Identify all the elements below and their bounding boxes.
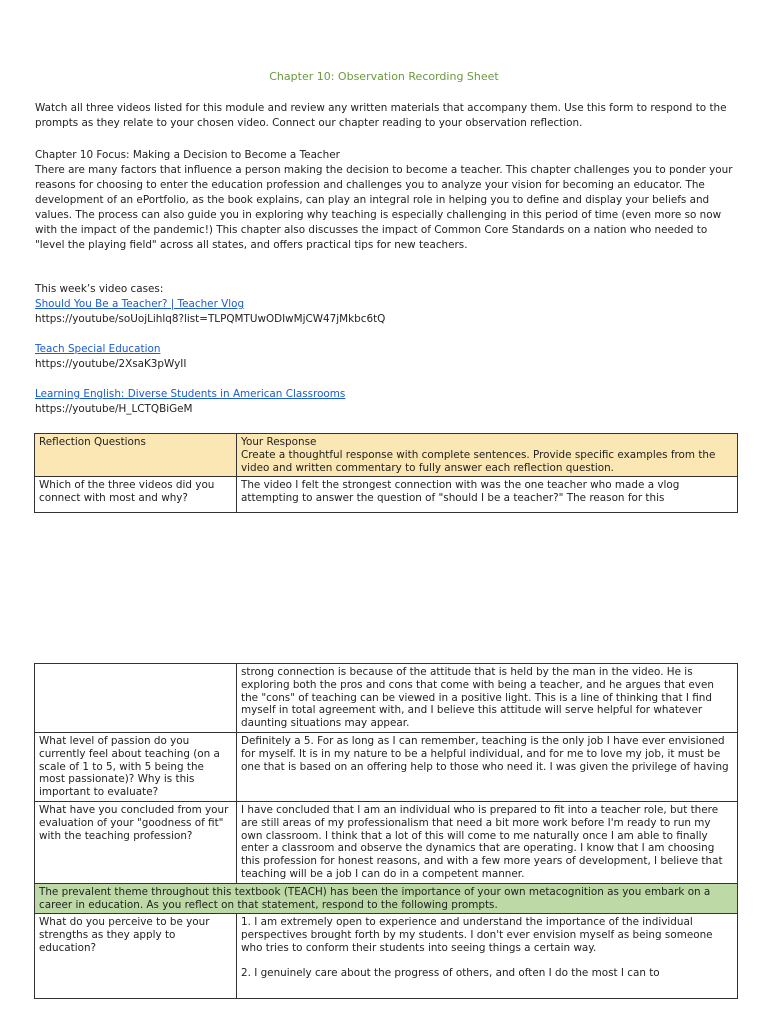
answer-cell[interactable] <box>237 477 738 513</box>
video-link-2[interactable]: Teach Special Education <box>35 343 161 355</box>
video-url-1: https://youtube/soUojLihlq8?list=TLPQMTUwODIwMjCW47jMkbc6tQ <box>35 313 386 325</box>
question-cell: What do you perceive to be your strengths as they apply to education? <box>35 914 237 999</box>
reflection-table-continued <box>34 663 738 999</box>
question-cell-empty <box>35 664 237 733</box>
table-row <box>35 914 738 999</box>
video-case-1 <box>35 297 735 327</box>
question-cell: What have you concluded from your evaluation of your "goodness of fit" with the teaching profession? <box>35 801 237 883</box>
header-response-title: Your Response <box>241 436 317 448</box>
header-response-instructions: Create a thoughtful response with complete sentences. Provide specific examples from the video and written commentary to fully answer each reflection question. <box>241 448 716 474</box>
answer-cell[interactable]: I have concluded that I am an individual who is prepared to fit into a teacher role, but there are still areas of my professionalism that need a bit more work before I'm ready to run my own classroom. I think that a lot of this will come to me naturally once I am able to finally enter a classroom and observe the dynamics that are operating. I know that I am choosing this profession for honest reasons, and with a few more years of development, I believe that teaching will be a job I can do in a competent manner. <box>237 801 738 883</box>
video-url-3: https://youtube/H_LCTQBiGeM <box>35 403 193 415</box>
video-url-2: https://youtube/2XsaK3pWyII <box>35 358 187 370</box>
answer-cell[interactable]: strong connection is because of the attitude that is held by the man in the video. He is exploring both the pros and cons that come with being a teacher, and he argues that even the "cons" of teaching can be viewed in a positive light. This is a line of thinking that I find myself in total agreement with, and I believe this attitude will serve helpful for whatever daunting situations may appear. <box>237 664 738 733</box>
video-case-3 <box>35 387 735 417</box>
page-2 <box>0 600 768 1024</box>
answer-text: The video I felt the strongest connection with was the one teacher who made a vlog attempting to answer the question of "should I be a teacher?" The reason for this <box>241 479 680 505</box>
video-cases-label: This week’s video cases: <box>35 283 164 295</box>
header-response <box>237 434 738 477</box>
table-row <box>35 801 738 883</box>
table-row <box>35 732 738 801</box>
reflection-table <box>34 433 738 513</box>
question-cell <box>35 477 237 513</box>
theme-note: The prevalent theme throughout this textbook (TEACH) has been the importance of your own metacognition as you embark on a career in education. As you reflect on that statement, respond to the following prompts. <box>35 883 738 914</box>
question-cell: What level of passion do you currently feel about teaching (on a scale of 1 to 5, with 5 being the most passionate)? Why is this important to evaluate? <box>35 732 237 801</box>
focus-paragraph: There are many factors that influence a person making the decision to become a teacher. This chapter challenges you to ponder your reasons for choosing to enter the education profession and challenges you to analyze your vision for becoming an educator. The development of an ePortfolio, as the book explains, can play an integral role in helping you to define and display your beliefs and values. The process can also guide you in exploring why teaching is especially challenging in this period of time (even more so now with the impact of the pandemic!) This chapter also discusses the impact of Common Core Standards on a nation who needed to "level the playing field" across all states, and offers practical tips for new teachers. <box>35 164 733 251</box>
table-header-row <box>35 434 738 477</box>
answer-cell[interactable]: Definitely a 5. For as long as I can remember, teaching is the only job I have ever envisioned for myself. It is in my nature to be a helpful individual, and for me to love my job, it must be one that is based on an offering help to those who need it. I was given the privilege of having <box>237 732 738 801</box>
table-row <box>35 664 738 733</box>
video-case-2 <box>35 342 735 372</box>
theme-row <box>35 883 738 914</box>
answer-paragraph-2: 2. I genuinely care about the progress of others, and often I do the most I can to <box>241 966 660 979</box>
header-questions: Reflection Questions <box>35 434 237 477</box>
focus-heading: Chapter 10 Focus: Making a Decision to Become a Teacher <box>35 149 340 161</box>
question-text: Which of the three videos did you connect with most and why? <box>39 479 215 505</box>
video-link-3[interactable]: Learning English: Diverse Students in American Classrooms <box>35 388 346 400</box>
page-title: Chapter 10: Observation Recording Sheet <box>269 70 499 83</box>
video-link-1[interactable]: Should You Be a Teacher? | Teacher Vlog <box>35 298 245 310</box>
table-row <box>35 477 738 513</box>
intro-paragraph: Watch all three videos listed for this module and review any written materials that accompany them. Use this form to respond to the prompts as they relate to your chosen video. Connect our chapter reading to your observation reflection. <box>35 102 727 129</box>
answer-paragraph-1: 1. I am extremely open to experience and understand the importance of the individual perspectives brought forth by my students. I don't ever envision myself as being someone who tries to conform their students into seeing things a certain way. <box>241 916 713 954</box>
answer-cell[interactable] <box>237 914 738 999</box>
